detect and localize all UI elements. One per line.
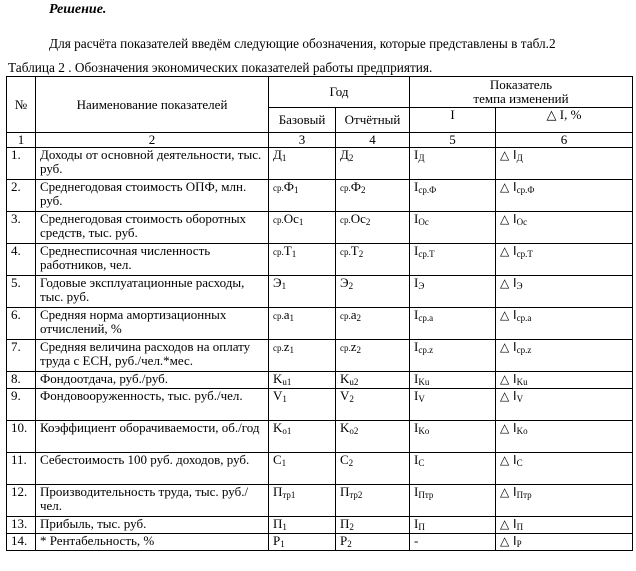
symbol-main: Ф: [283, 179, 295, 194]
symbol-subscript: Д: [418, 153, 425, 163]
header-base: Базовый: [269, 108, 336, 133]
symbol-main: Д: [340, 147, 349, 162]
indicator-name: Фондоотдача, руб./руб.: [36, 372, 269, 389]
base-symbol-cell: [269, 148, 336, 180]
indicator-name: Фондовооруженность, тыс. руб./чел.: [36, 389, 269, 421]
symbol-main: С: [273, 452, 282, 467]
indicator-name: Годовые эксплуатационные расходы, тыс. руб.: [36, 276, 269, 308]
report-symbol-cell: [336, 340, 410, 372]
symbol-subscript: 2: [356, 313, 362, 323]
symbol-subscript: тр2: [349, 490, 363, 500]
symbol-subscript: Ko: [418, 426, 430, 436]
symbol-main: П: [340, 516, 350, 531]
col-number: 2: [36, 133, 269, 148]
symbol-subscript: C: [516, 458, 523, 468]
index-cell: [410, 517, 496, 534]
symbol-subscript: ср.а: [516, 313, 532, 323]
symbol-main: I: [414, 484, 419, 499]
symbol-main: I: [414, 275, 419, 290]
symbol-main: △ I: [500, 148, 517, 162]
symbol-subscript: П: [418, 522, 425, 532]
symbol-main: -: [414, 533, 419, 548]
symbol-prefix: ср.: [273, 311, 284, 321]
symbol-subscript: 2: [348, 458, 354, 468]
report-symbol-cell: [336, 389, 410, 421]
symbol-subscript: Э: [516, 281, 523, 291]
symbol-subscript: 2: [349, 522, 354, 532]
symbol-subscript: тр1: [282, 490, 296, 500]
section-heading: Решение.: [49, 2, 107, 17]
symbol-main: I: [414, 179, 419, 194]
symbol-subscript: Птр: [516, 490, 532, 500]
base-symbol-cell: [269, 517, 336, 534]
delta-cell: [496, 244, 633, 276]
symbol-main: П: [273, 484, 283, 499]
header-num: №: [7, 77, 36, 133]
table-caption: Таблица 2 . Обозначения экономических показателей работы предприятия.: [8, 60, 433, 75]
index-cell: [410, 389, 496, 421]
symbol-main: △ I: [500, 276, 517, 290]
table-row: [7, 244, 633, 276]
symbol-subscript: u2: [349, 377, 359, 387]
index-cell: [410, 485, 496, 517]
symbol-main: △ I: [500, 534, 517, 548]
delta-cell: [496, 148, 633, 180]
symbol-main: Э: [340, 275, 349, 290]
delta-cell: [496, 389, 633, 421]
delta-cell: [496, 453, 633, 485]
base-symbol-cell: [269, 421, 336, 453]
symbol-main: Ос: [350, 211, 366, 226]
index-cell: [410, 453, 496, 485]
symbol-subscript: ср.Т: [418, 249, 435, 259]
symbol-subscript: u1: [282, 377, 292, 387]
symbol-main: I: [414, 243, 419, 258]
index-cell: [410, 340, 496, 372]
symbol-subscript: 1: [281, 458, 287, 468]
row-number: 14.: [7, 534, 36, 551]
row-number: 6.: [7, 308, 36, 340]
symbol-subscript: Ku: [516, 377, 528, 387]
col-number: 1: [7, 133, 36, 148]
table-row: [7, 517, 633, 534]
indicator-name: Среднегодовая стоимость оборотных средств, тыс. руб.: [36, 212, 269, 244]
symbol-main: △ I: [500, 244, 517, 258]
symbol-subscript: 1: [289, 313, 295, 323]
symbol-subscript: 2: [361, 185, 366, 195]
symbol-subscript: 1: [280, 539, 285, 549]
symbol-subscript: Ос: [418, 217, 429, 227]
report-symbol-cell: [336, 372, 410, 389]
symbol-prefix: ср.: [340, 215, 351, 225]
delta-cell: [496, 421, 633, 453]
delta-cell: [496, 485, 633, 517]
index-cell: [410, 308, 496, 340]
column-number-row: [7, 133, 633, 148]
base-symbol-cell: [269, 276, 336, 308]
symbol-main: V: [340, 388, 350, 403]
symbol-subscript: 2: [356, 345, 362, 355]
symbol-subscript: ср.а: [418, 313, 434, 323]
header-rate-delta: △ I, %: [496, 108, 633, 133]
base-symbol-cell: [269, 453, 336, 485]
symbol-main: △ I: [500, 180, 517, 194]
symbol-main: △ I: [500, 389, 517, 403]
indicator-name: Доходы от основной деятельности, тыс. руб.: [36, 148, 269, 180]
symbol-subscript: Птр: [418, 490, 434, 500]
row-number: 3.: [7, 212, 36, 244]
col-number: 6: [496, 133, 633, 148]
symbol-main: I: [414, 420, 419, 435]
report-symbol-cell: [336, 308, 410, 340]
symbol-subscript: ср.Т: [516, 249, 533, 259]
delta-cell: [496, 517, 633, 534]
symbol-main: △ I: [500, 453, 517, 467]
indicators-table: [6, 76, 633, 551]
indicator-name: Среднегодовая стоимость ОПФ, млн. руб.: [36, 180, 269, 212]
report-symbol-cell: [336, 212, 410, 244]
symbol-main: △ I: [500, 308, 517, 322]
symbol-main: K: [273, 371, 283, 386]
symbol-main: а: [283, 307, 290, 322]
table-row: [7, 148, 633, 180]
base-symbol-cell: [269, 372, 336, 389]
indicator-name: Производительность труда, тыс. руб./чел.: [36, 485, 269, 517]
symbol-main: П: [273, 516, 283, 531]
symbol-subscript: o1: [282, 426, 292, 436]
base-symbol-cell: [269, 534, 336, 551]
symbol-main: Т: [350, 243, 359, 258]
report-symbol-cell: [336, 534, 410, 551]
table-row: [7, 308, 633, 340]
col-number: 4: [336, 133, 410, 148]
symbol-main: а: [350, 307, 357, 322]
symbol-subscript: ср.z: [516, 345, 532, 355]
base-symbol-cell: [269, 485, 336, 517]
table-row: [7, 276, 633, 308]
row-number: 4.: [7, 244, 36, 276]
index-cell: [410, 372, 496, 389]
symbol-main: K: [340, 371, 350, 386]
symbol-prefix: ср.: [340, 343, 351, 353]
symbol-subscript: V: [516, 394, 524, 404]
row-number: 2.: [7, 180, 36, 212]
indicator-name: Коэффициент оборачиваемости, об./год: [36, 421, 269, 453]
report-symbol-cell: [336, 421, 410, 453]
base-symbol-cell: [269, 212, 336, 244]
symbol-subscript: ср.Ф: [516, 185, 535, 195]
index-cell: [410, 212, 496, 244]
symbol-subscript: 1: [291, 249, 297, 259]
symbol-main: I: [414, 516, 419, 531]
delta-cell: [496, 276, 633, 308]
symbol-subscript: 2: [348, 153, 354, 163]
symbol-main: z: [283, 339, 290, 354]
col-number: 3: [269, 133, 336, 148]
header-row-1: [7, 77, 633, 108]
header-year: Год: [269, 77, 410, 108]
symbol-prefix: ср.: [273, 183, 284, 193]
row-number: 9.: [7, 389, 36, 421]
symbol-main: △ I: [500, 421, 517, 435]
symbol-subscript: 2: [347, 539, 352, 549]
symbol-prefix: ср.: [340, 311, 351, 321]
symbol-subscript: 1: [282, 394, 287, 404]
symbol-subscript: Ko: [516, 426, 528, 436]
symbol-subscript: 1: [282, 522, 287, 532]
symbol-main: Т: [283, 243, 292, 258]
symbol-main: Э: [273, 275, 282, 290]
symbol-subscript: 1: [281, 153, 287, 163]
symbol-subscript: 1: [289, 345, 295, 355]
base-symbol-cell: [269, 180, 336, 212]
symbol-main: Ос: [283, 211, 299, 226]
symbol-subscript: ср.Ф: [418, 185, 437, 195]
indicator-name: Среднесписочная численность работников, чел.: [36, 244, 269, 276]
indicator-name: Себестоимость 100 руб. доходов, руб.: [36, 453, 269, 485]
symbol-main: V: [273, 388, 283, 403]
symbol-subscript: 1: [298, 217, 304, 227]
symbol-main: △ I: [500, 517, 517, 531]
symbol-subscript: 2: [358, 249, 364, 259]
row-number: 13.: [7, 517, 36, 534]
symbol-main: Ф: [350, 179, 362, 194]
delta-cell: [496, 308, 633, 340]
symbol-subscript: 1: [294, 185, 299, 195]
table-row: [7, 340, 633, 372]
symbol-main: I: [414, 339, 419, 354]
report-symbol-cell: [336, 485, 410, 517]
table-row: [7, 485, 633, 517]
symbol-prefix: ср.: [340, 247, 351, 257]
base-symbol-cell: [269, 340, 336, 372]
symbol-main: I: [414, 452, 419, 467]
symbol-main: △ I: [500, 372, 517, 386]
row-number: 11.: [7, 453, 36, 485]
index-cell: [410, 276, 496, 308]
row-number: 5.: [7, 276, 36, 308]
col-number: 5: [410, 133, 496, 148]
symbol-main: Д: [273, 147, 282, 162]
symbol-subscript: 1: [281, 281, 287, 291]
symbol-main: Р: [340, 533, 348, 548]
symbol-prefix: ср.: [273, 247, 284, 257]
symbol-main: △ I: [500, 212, 517, 226]
symbol-main: z: [350, 339, 357, 354]
symbol-prefix: ср.: [273, 215, 284, 225]
symbol-subscript: 2: [349, 394, 354, 404]
symbol-main: I: [414, 147, 419, 162]
report-symbol-cell: [336, 180, 410, 212]
header-rate-i: I: [410, 108, 496, 133]
row-number: 12.: [7, 485, 36, 517]
indicator-name: Средняя величина расходов на оплату труда с ЕСН, руб./чел.*мес.: [36, 340, 269, 372]
table-row: [7, 372, 633, 389]
table-row: [7, 453, 633, 485]
report-symbol-cell: [336, 244, 410, 276]
base-symbol-cell: [269, 244, 336, 276]
symbol-main: I: [414, 211, 419, 226]
report-symbol-cell: [336, 276, 410, 308]
symbol-main: С: [340, 452, 349, 467]
symbol-main: K: [273, 420, 283, 435]
intro-paragraph: Для расчёта показателей введём следующие обозначения, которые представлены в табл.2: [49, 36, 556, 51]
delta-cell: [496, 534, 633, 551]
table-row: [7, 534, 633, 551]
symbol-subscript: Р: [516, 539, 522, 549]
index-cell: [410, 180, 496, 212]
symbol-subscript: П: [516, 522, 524, 532]
row-number: 8.: [7, 372, 36, 389]
symbol-subscript: 2: [348, 281, 354, 291]
index-cell: [410, 148, 496, 180]
indicator-name: Средняя норма амортизационных отчислений, %: [36, 308, 269, 340]
symbol-main: I: [414, 307, 419, 322]
symbol-main: K: [340, 420, 350, 435]
symbol-subscript: C: [418, 458, 425, 468]
symbol-subscript: Ос: [516, 217, 528, 227]
delta-cell: [496, 372, 633, 389]
symbol-subscript: V: [418, 394, 425, 404]
index-cell: [410, 421, 496, 453]
index-cell: [410, 244, 496, 276]
table-row: [7, 180, 633, 212]
symbol-main: Р: [273, 533, 281, 548]
symbol-prefix: ср.: [273, 343, 284, 353]
header-report: Отчётный: [336, 108, 410, 133]
indicator-name: Прибыль, тыс. руб.: [36, 517, 269, 534]
row-number: 10.: [7, 421, 36, 453]
table-row: [7, 421, 633, 453]
symbol-subscript: ср.z: [418, 345, 434, 355]
symbol-main: I: [414, 371, 419, 386]
base-symbol-cell: [269, 389, 336, 421]
report-symbol-cell: [336, 517, 410, 534]
header-rate: Показатель темпа изменений: [410, 77, 633, 108]
table-row: [7, 212, 633, 244]
symbol-main: △ I: [500, 485, 517, 499]
symbol-subscript: Д: [516, 153, 523, 163]
symbol-subscript: Э: [418, 281, 425, 291]
symbol-main: I: [414, 388, 419, 403]
symbol-prefix: ср.: [340, 183, 351, 193]
base-symbol-cell: [269, 308, 336, 340]
delta-cell: [496, 180, 633, 212]
symbol-subscript: o2: [349, 426, 359, 436]
header-name: Наименование показателей: [36, 77, 269, 133]
report-symbol-cell: [336, 453, 410, 485]
symbol-main: △ I: [500, 340, 517, 354]
index-cell: [410, 534, 496, 551]
delta-cell: [496, 340, 633, 372]
row-number: 7.: [7, 340, 36, 372]
symbol-main: П: [340, 484, 350, 499]
symbol-subscript: 2: [365, 217, 371, 227]
indicator-name: * Рентабельность, %: [36, 534, 269, 551]
delta-cell: [496, 212, 633, 244]
report-symbol-cell: [336, 148, 410, 180]
table-row: [7, 389, 633, 421]
row-number: 1.: [7, 148, 36, 180]
symbol-subscript: Ku: [418, 377, 430, 387]
